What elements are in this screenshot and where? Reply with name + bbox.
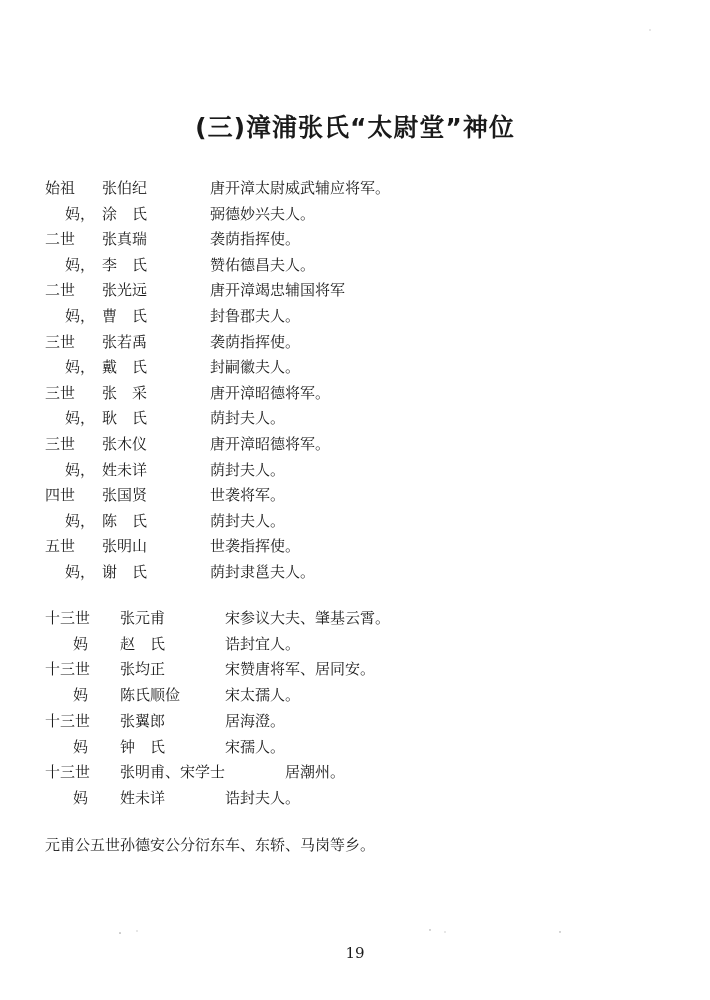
generation-label: 妈，	[65, 255, 96, 274]
generation-label: 妈，	[65, 204, 96, 223]
list-item	[0, 458, 710, 482]
person-name: 张均正	[120, 660, 166, 679]
person-name: 谢 氏	[102, 563, 148, 581]
list-item	[0, 657, 710, 681]
page-title: (三)漳浦张氏“太尉堂”神位	[195, 113, 515, 142]
title-note: 世袭将军。	[210, 486, 286, 505]
title-note: 宋赞唐将军、居同安。	[225, 660, 376, 679]
generation-label: 妈	[73, 686, 89, 705]
generation-label: 妈，	[65, 460, 96, 479]
person-name: 张明甫、宋学士	[120, 763, 226, 782]
generation-label: 妈，	[65, 358, 96, 377]
title-note: 居潮州。	[285, 763, 346, 782]
list-item	[0, 381, 710, 405]
title-note: 诰封夫人。	[225, 788, 301, 807]
generation-label: 三世	[45, 383, 76, 402]
list-item	[0, 355, 710, 379]
list-item	[0, 483, 710, 507]
list-item	[0, 176, 710, 200]
generation-label: 四世	[45, 486, 76, 505]
person-name: 张光远	[102, 281, 148, 300]
list-item	[0, 760, 710, 784]
person-name: 耿 氏	[102, 409, 148, 428]
person-name: 钟 氏	[120, 737, 166, 756]
list-item	[0, 534, 710, 558]
list-item	[0, 278, 710, 302]
person-name: 张伯纪	[102, 179, 148, 197]
person-name: 张若禹	[102, 332, 148, 351]
generation-label: 妈，	[65, 307, 96, 325]
person-name: 陈 氏	[102, 511, 148, 530]
title-note: 宋太孺人。	[225, 686, 301, 705]
person-name: 张翼郎	[120, 711, 166, 730]
generation-label: 二世	[45, 230, 76, 249]
title-note: 居海澄。	[225, 711, 286, 730]
list-item	[0, 709, 710, 733]
title-note: 袭荫指挥使。	[210, 332, 301, 351]
title-note: 宋孺人。	[225, 737, 286, 756]
generation-label: 十三世	[45, 711, 91, 730]
person-name: 姓未详	[120, 788, 166, 807]
generation-label: 妈	[73, 788, 89, 807]
person-name: 姓未详	[102, 460, 148, 479]
person-name: 张国贤	[102, 486, 148, 505]
generation-label: 三世	[45, 435, 76, 453]
generation-label: 妈，	[65, 511, 96, 530]
generation-label: 妈	[73, 737, 89, 756]
title-note: 荫封夫人。	[210, 460, 286, 479]
person-name: 张真瑞	[102, 230, 148, 249]
generation-label: 妈，	[65, 563, 96, 581]
list-item	[0, 227, 710, 251]
title-note: 唐开漳昭德将军。	[210, 435, 331, 453]
title-note: 荫封夫人。	[210, 409, 286, 428]
title-note: 唐开漳昭德将军。	[210, 383, 331, 402]
list-item	[0, 432, 710, 456]
title-note: 诰封宜人。	[225, 634, 301, 653]
title-note: 唐开漳竭忠辅国将军	[210, 281, 346, 300]
generation-label: 妈，	[65, 409, 96, 428]
list-item	[0, 560, 710, 584]
title-note: 荫封隶邕夫人。	[210, 563, 316, 581]
person-name: 张 采	[102, 383, 148, 402]
generation-label: 妈	[73, 634, 89, 653]
list-item	[0, 509, 710, 533]
person-name: 张元甫	[120, 609, 166, 627]
generation-label: 十三世	[45, 609, 91, 627]
title-note: 赞佑德昌夫人。	[210, 255, 316, 274]
person-name: 戴 氏	[102, 358, 148, 377]
list-item	[0, 683, 710, 707]
title-note: 封鲁郡夫人。	[210, 307, 301, 325]
list-item	[0, 253, 710, 277]
page-number: 19	[345, 944, 365, 962]
title-note: 唐开漳太尉威武辅应将军。	[210, 179, 391, 197]
person-name: 张木仪	[102, 435, 148, 453]
person-name: 赵 氏	[120, 634, 166, 653]
list-item	[0, 202, 710, 226]
list-item	[0, 632, 710, 656]
generation-label: 五世	[45, 537, 76, 556]
list-item	[0, 735, 710, 759]
footnote: 元甫公五世孙德安公分衍东车、东轿、马岗等乡。	[45, 836, 376, 854]
person-name: 陈氏顺俭	[120, 686, 181, 705]
title-note: 袭荫指挥使。	[210, 230, 301, 249]
generation-label: 始祖	[45, 179, 76, 197]
person-name: 曹 氏	[102, 307, 148, 325]
generation-label: 十三世	[45, 763, 91, 782]
list-item	[0, 304, 710, 328]
list-item	[0, 786, 710, 810]
list-item	[0, 406, 710, 430]
list-item	[0, 606, 710, 630]
generation-label: 二世	[45, 281, 76, 300]
title-note: 荫封夫人。	[210, 511, 286, 530]
person-name: 涂 氏	[102, 204, 148, 223]
title-note: 宋参议大夫、肇基云霄。	[225, 609, 391, 627]
person-name: 张明山	[102, 537, 148, 556]
generation-label: 三世	[45, 332, 76, 351]
generation-label: 十三世	[45, 660, 91, 679]
title-note: 弼德妙兴夫人。	[210, 204, 316, 223]
person-name: 李 氏	[102, 255, 148, 274]
list-item	[0, 330, 710, 354]
title-note: 世袭指挥使。	[210, 537, 301, 556]
title-note: 封嗣徽夫人。	[210, 358, 301, 377]
